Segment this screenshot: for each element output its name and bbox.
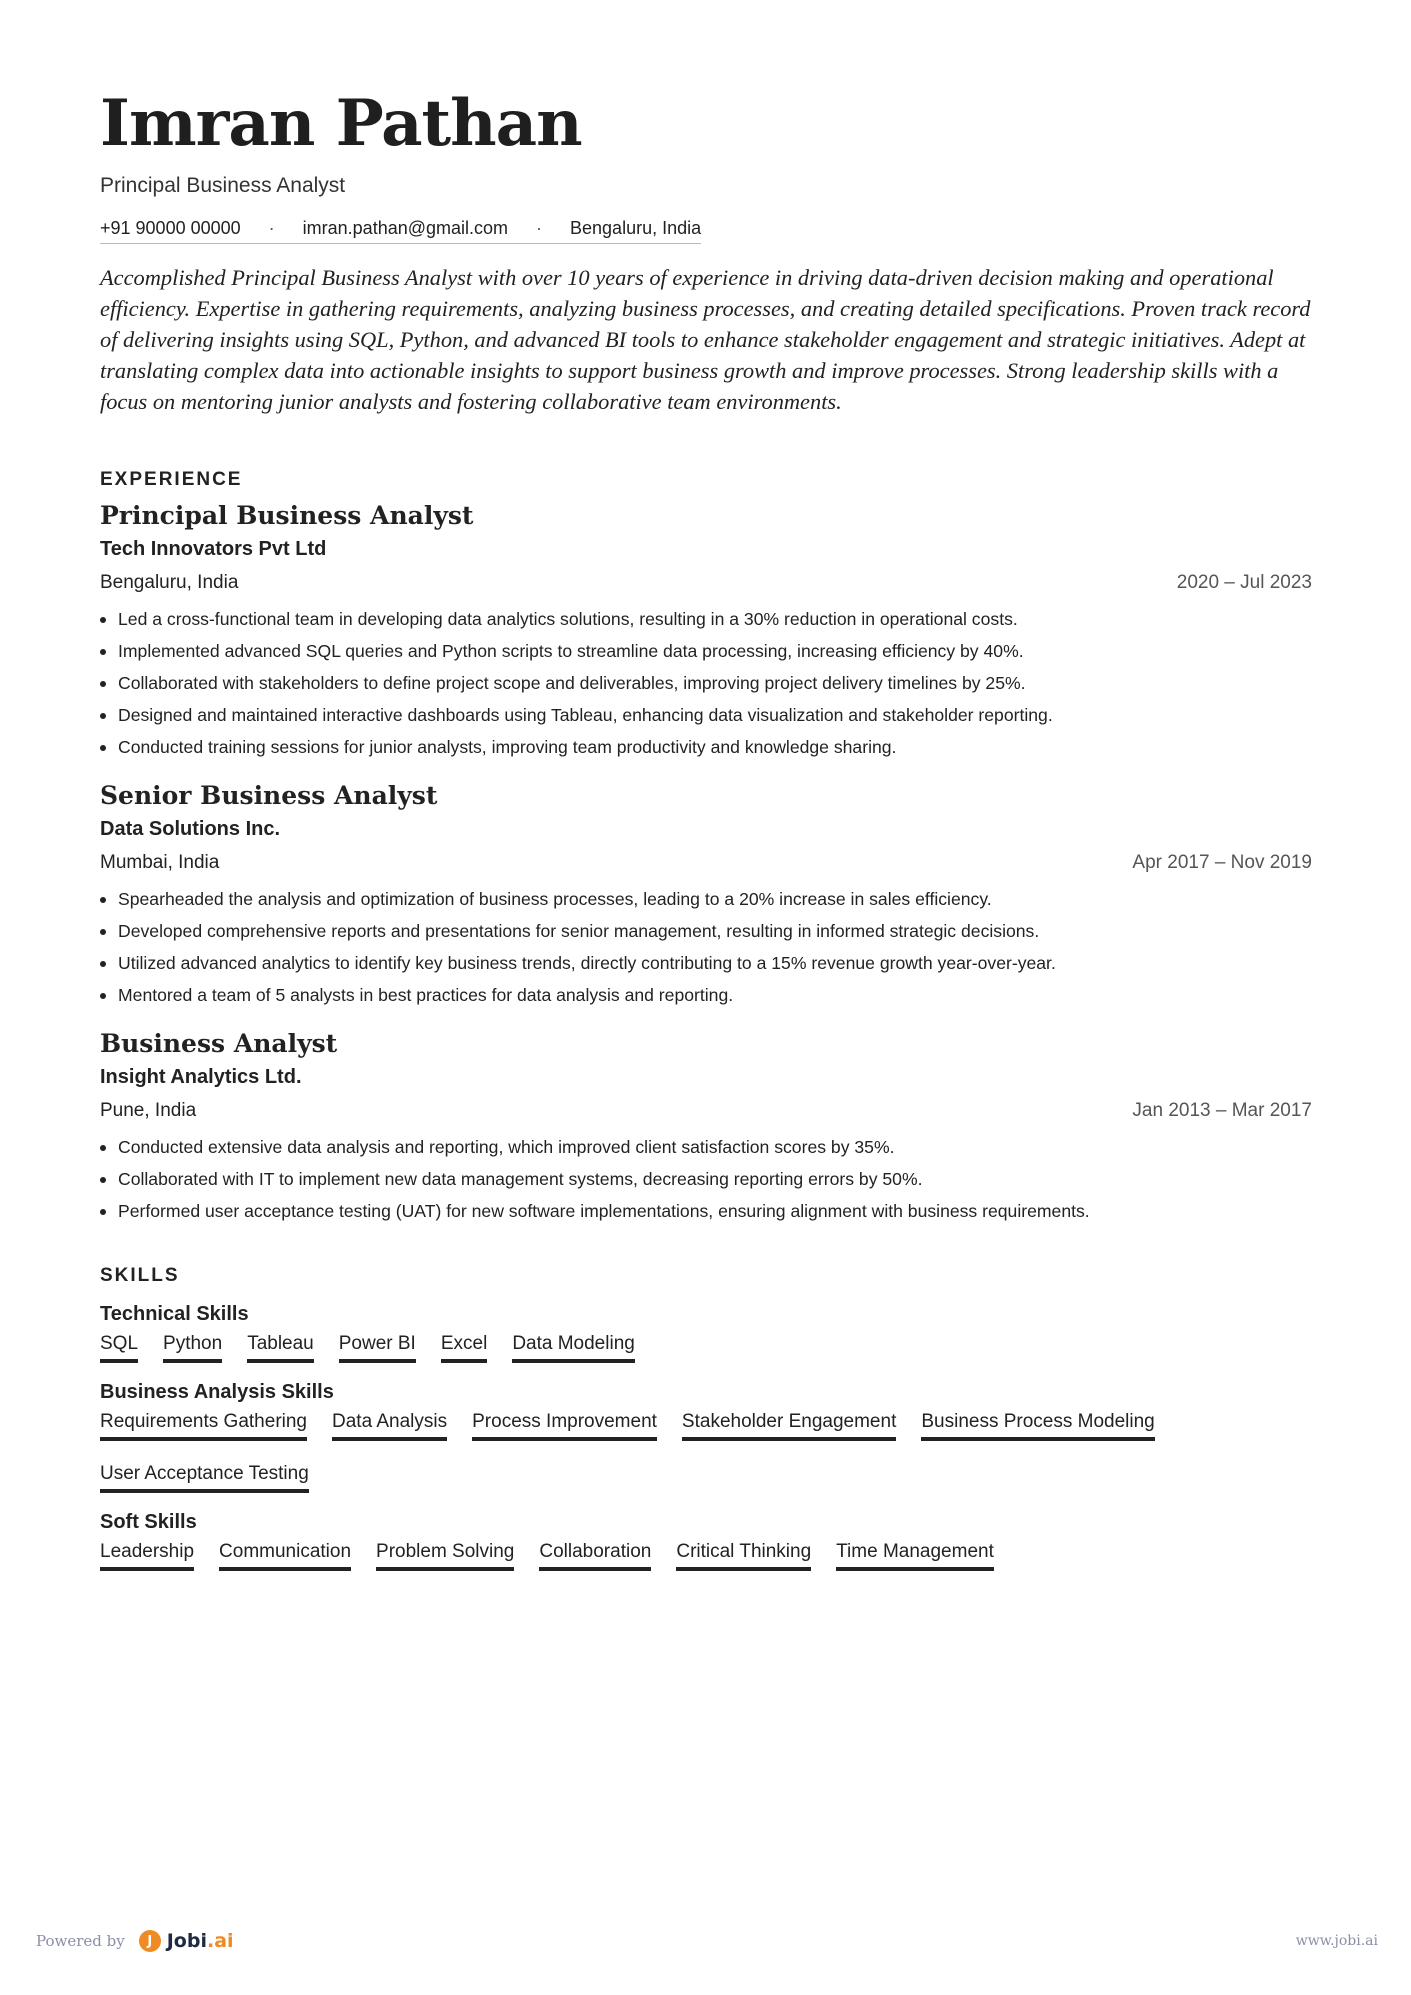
skill-tag: Excel bbox=[441, 1333, 487, 1363]
bullet-item: Mentored a team of 5 analysts in best practices for data analysis and reporting. bbox=[100, 979, 1312, 1011]
job-location: Mumbai, India bbox=[100, 852, 220, 873]
contact-separator: · bbox=[536, 218, 543, 238]
skill-tags bbox=[100, 1541, 1300, 1571]
summary-text: Accomplished Principal Business Analyst with over 10 years of experience in driving data-driven decision making and operational efficiency. Expertise in gathering requirements, analyzing business processes, and creating detailed specifications. Proven track record of delivering insights using SQL, Python, and advanced BI tools to enhance stakeholder engagement and strategic initiatives. Adept at translating complex data into actionable insights to support business growth and improve processes. Strong leadership skills with a focus on mentoring junior analysts and fostering collaborative team environments. bbox=[100, 265, 1311, 414]
skill-tag: Data Analysis bbox=[332, 1411, 447, 1441]
job-location: Bengaluru, India bbox=[100, 572, 239, 593]
skill-tag: Tableau bbox=[247, 1333, 314, 1363]
skill-group bbox=[100, 1511, 1312, 1571]
contact-email[interactable]: imran.pathan@gmail.com bbox=[302, 218, 509, 238]
bullet-item: Implemented advanced SQL queries and Python scripts to streamline data processing, increasing efficiency by 40%. bbox=[100, 635, 1312, 667]
candidate-name: Imran Pathan bbox=[100, 86, 582, 161]
skill-tag: SQL bbox=[100, 1333, 138, 1363]
skill-tag: User Acceptance Testing bbox=[100, 1463, 309, 1493]
bullet-item: Conducted training sessions for junior analysts, improving team productivity and knowledge sharing. bbox=[100, 731, 1312, 763]
website-link[interactable]: www.jobi.ai bbox=[1295, 1933, 1378, 1949]
jobi-logo-icon: J bbox=[139, 1930, 161, 1952]
job-company: Data Solutions Inc. bbox=[100, 818, 281, 840]
skill-tags bbox=[100, 1333, 1300, 1363]
job-dates: Apr 2017 – Nov 2019 bbox=[1132, 852, 1312, 873]
experience-section-title: EXPERIENCE bbox=[100, 469, 243, 490]
skill-tag: Problem Solving bbox=[376, 1541, 514, 1571]
skill-tag: Python bbox=[163, 1333, 222, 1363]
powered-by-footer bbox=[36, 1930, 234, 1952]
bullet-item: Designed and maintained interactive dashboards using Tableau, enhancing data visualization and stakeholder reporting. bbox=[100, 699, 1312, 731]
job-entry bbox=[100, 781, 1312, 1011]
bullet-item: Conducted extensive data analysis and reporting, which improved client satisfaction scores by 35%. bbox=[100, 1131, 1312, 1163]
skill-group bbox=[100, 1381, 1312, 1493]
skill-tag: Business Process Modeling bbox=[921, 1411, 1154, 1441]
skill-tags bbox=[100, 1411, 1300, 1493]
brand-suffix: .ai bbox=[206, 1930, 234, 1952]
bullet-item: Collaborated with IT to implement new data management systems, decreasing reporting errors by 50%. bbox=[100, 1163, 1312, 1195]
job-title: Senior Business Analyst bbox=[100, 781, 438, 810]
bullet-item: Led a cross-functional team in developing data analytics solutions, resulting in a 30% reduction in operational costs. bbox=[100, 603, 1312, 635]
skill-tag: Critical Thinking bbox=[676, 1541, 811, 1571]
skill-group bbox=[100, 1303, 1312, 1363]
job-location-row bbox=[100, 1100, 1312, 1122]
job-title: Principal Business Analyst bbox=[100, 501, 474, 530]
skills-section-title: SKILLS bbox=[100, 1265, 180, 1286]
experience-list bbox=[100, 501, 1312, 1227]
powered-by-label: Powered by bbox=[36, 1932, 125, 1950]
skills-list bbox=[100, 1303, 1312, 1571]
skill-tag: Leadership bbox=[100, 1541, 194, 1571]
job-dates: Jan 2013 – Mar 2017 bbox=[1132, 1100, 1312, 1121]
skill-tag: Stakeholder Engagement bbox=[682, 1411, 896, 1441]
skill-category-title: Business Analysis Skills bbox=[100, 1381, 334, 1403]
bullet-item: Developed comprehensive reports and presentations for senior management, resulting in informed strategic decisions. bbox=[100, 915, 1312, 947]
skill-tag: Process Improvement bbox=[472, 1411, 657, 1441]
job-location-row bbox=[100, 572, 1312, 594]
skill-tag: Requirements Gathering bbox=[100, 1411, 307, 1441]
job-company: Tech Innovators Pvt Ltd bbox=[100, 538, 327, 560]
skill-tag: Communication bbox=[219, 1541, 351, 1571]
bullet-item: Collaborated with stakeholders to define project scope and deliverables, improving project delivery timelines by 25%. bbox=[100, 667, 1312, 699]
job-dates: 2020 – Jul 2023 bbox=[1176, 572, 1312, 593]
contact-row bbox=[100, 218, 701, 244]
brand-main: Jobi bbox=[166, 1930, 207, 1952]
bullet-item: Spearheaded the analysis and optimization of business processes, leading to a 20% increase in sales efficiency. bbox=[100, 883, 1312, 915]
skill-tag: Power BI bbox=[339, 1333, 416, 1363]
skill-category-title: Soft Skills bbox=[100, 1511, 197, 1533]
job-title: Business Analyst bbox=[100, 1029, 338, 1058]
contact-separator: · bbox=[268, 218, 275, 238]
contact-phone[interactable]: +91 90000 00000 bbox=[100, 218, 241, 238]
jobi-logo-text[interactable] bbox=[167, 1930, 234, 1952]
bullet-item: Utilized advanced analytics to identify key business trends, directly contributing to a 15% revenue growth year-over-year. bbox=[100, 947, 1312, 979]
candidate-headline: Principal Business Analyst bbox=[100, 174, 346, 197]
contact-location: Bengaluru, India bbox=[570, 218, 702, 238]
job-location-row bbox=[100, 852, 1312, 874]
resume-page bbox=[100, 82, 1312, 1571]
skill-category-title: Technical Skills bbox=[100, 1303, 249, 1325]
job-bullets bbox=[100, 1131, 1312, 1227]
job-bullets bbox=[100, 883, 1312, 1011]
job-location: Pune, India bbox=[100, 1100, 197, 1121]
skill-tag: Time Management bbox=[836, 1541, 994, 1571]
job-company: Insight Analytics Ltd. bbox=[100, 1066, 302, 1088]
job-entry bbox=[100, 501, 1312, 763]
skill-tag: Collaboration bbox=[539, 1541, 651, 1571]
skill-tag: Data Modeling bbox=[512, 1333, 635, 1363]
job-entry bbox=[100, 1029, 1312, 1227]
bullet-item: Performed user acceptance testing (UAT) for new software implementations, ensuring alignment with business requirements. bbox=[100, 1195, 1312, 1227]
job-bullets bbox=[100, 603, 1312, 763]
